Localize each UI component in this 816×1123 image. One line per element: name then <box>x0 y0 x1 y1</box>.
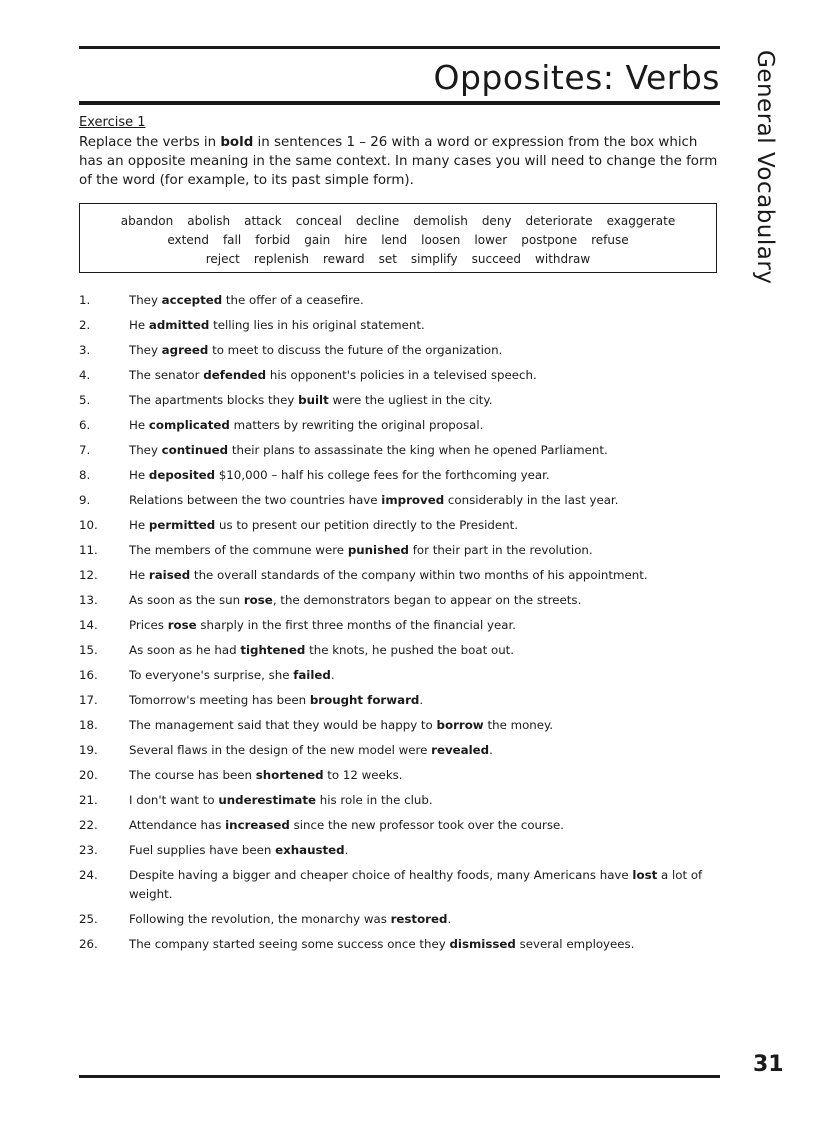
word-box-word: simplify <box>410 252 458 266</box>
sentence-item <box>79 666 719 685</box>
page-title: Opposites: Verbs <box>433 58 720 97</box>
word-box-line <box>80 212 716 231</box>
sentence-bold-verb: permitted <box>148 518 216 532</box>
sentence-text <box>129 691 719 710</box>
word-box-word: gain <box>304 233 331 247</box>
sentence-number: 5. <box>79 393 91 407</box>
sentence-text <box>129 816 719 835</box>
sentence-text <box>129 516 719 535</box>
sentence-text <box>129 291 719 310</box>
sentence-number: 1. <box>79 293 91 307</box>
sentence-item <box>79 341 719 360</box>
sentence-number: 3. <box>79 343 91 357</box>
sentence-bold-verb: agreed <box>161 343 209 357</box>
sentence-text-after: us to present our petition directly to the President. <box>215 518 519 532</box>
word-box-word: demolish <box>413 214 468 228</box>
word-box-word: succeed <box>471 252 522 266</box>
sentence-text-before: Following the revolution, the monarchy was <box>129 912 391 926</box>
exercise-instructions <box>79 133 719 190</box>
sentence-item <box>79 416 719 435</box>
sentence-number: 7. <box>79 443 91 457</box>
sentence-text-after: a lot of weight. <box>129 868 703 901</box>
sentence-text-before: The course has been <box>129 768 256 782</box>
sentence-item <box>79 641 719 660</box>
sentence-text-after: the overall standards of the company within two months of his appointment. <box>190 568 648 582</box>
sentence-number: 2. <box>79 318 91 332</box>
sentence-text <box>129 391 719 410</box>
sentence-number: 15. <box>79 643 98 657</box>
sentence-text <box>129 866 719 904</box>
sentence-item <box>79 391 719 410</box>
sentence-item <box>79 291 719 310</box>
sentence-number: 21. <box>79 793 98 807</box>
word-box-word: conceal <box>295 214 342 228</box>
sentence-bold-verb: tightened <box>240 643 306 657</box>
sentence-item <box>79 766 719 785</box>
word-box-word: postpone <box>521 233 578 247</box>
sentence-text-before: Attendance has <box>129 818 226 832</box>
sentence-text-before: Relations between the two countries have <box>129 493 382 507</box>
sentence-item <box>79 741 719 760</box>
sentence-text-after: the knots, he pushed the boat out. <box>305 643 515 657</box>
sentence-text <box>129 666 719 685</box>
sentence-item <box>79 716 719 735</box>
word-box-word: exaggerate <box>606 214 676 228</box>
sentence-text-after: , the demonstrators began to appear on the streets. <box>272 593 582 607</box>
sentence-bold-verb: increased <box>225 818 290 832</box>
sentence-text <box>129 741 719 760</box>
word-box-word: deteriorate <box>525 214 593 228</box>
instructions-text-after: in sentences 1 – 26 with a word or expression from the box which has an opposite meaning in the same context. In many cases you will need to change the form of the word (for example, to its past simple form). <box>79 135 718 188</box>
sentence-text <box>129 791 719 810</box>
sentence-text-after: to 12 weeks. <box>323 768 403 782</box>
word-box <box>79 203 717 273</box>
sentence-bold-verb: exhausted <box>275 843 345 857</box>
sentence-text <box>129 766 719 785</box>
sentence-text-before: The members of the commune were <box>129 543 348 557</box>
sentence-text-after: for their part in the revolution. <box>408 543 593 557</box>
word-box-word: forbid <box>255 233 291 247</box>
sentence-text-before: He <box>129 418 149 432</box>
sentence-bold-verb: improved <box>381 493 445 507</box>
sentence-text <box>129 641 719 660</box>
sentence-number: 14. <box>79 618 98 632</box>
sentence-text-after: the money. <box>483 718 554 732</box>
sentence-bold-verb: rose <box>243 593 273 607</box>
sentence-text-before: The company started seeing some success once they <box>129 937 450 951</box>
sentence-bold-verb: accepted <box>161 293 223 307</box>
word-box-word: extend <box>167 233 209 247</box>
word-box-word: abandon <box>120 214 174 228</box>
sentence-bold-verb: shortened <box>255 768 324 782</box>
word-box-word: lower <box>474 233 508 247</box>
word-box-word: reward <box>323 252 365 266</box>
sentence-item <box>79 866 719 904</box>
exercise-label: Exercise 1 <box>79 115 146 130</box>
sentence-list <box>79 291 719 960</box>
sentence-item <box>79 841 719 860</box>
sentence-item <box>79 591 719 610</box>
sentence-item <box>79 466 719 485</box>
sentence-text-after: to meet to discuss the future of the organization. <box>208 343 503 357</box>
sentence-number: 19. <box>79 743 98 757</box>
page-number: 31 <box>753 1052 784 1077</box>
sentence-item <box>79 616 719 635</box>
sentence-bold-verb: punished <box>347 543 409 557</box>
word-box-word: attack <box>244 214 282 228</box>
sentence-text-before: The management said that they would be happy to <box>129 718 437 732</box>
word-box-word: fall <box>222 233 242 247</box>
sentence-bold-verb: raised <box>148 568 191 582</box>
sentence-number: 25. <box>79 912 98 926</box>
sentence-text-after: . <box>419 693 424 707</box>
sentence-bold-verb: defended <box>203 368 267 382</box>
sentence-bold-verb: underestimate <box>218 793 317 807</box>
sentence-text-before: He <box>129 518 149 532</box>
sentence-text <box>129 566 719 585</box>
sentence-text <box>129 591 719 610</box>
sentence-number: 4. <box>79 368 91 382</box>
sentence-text-after: his role in the club. <box>316 793 433 807</box>
sentence-text-before: The apartments blocks they <box>129 393 299 407</box>
sentence-item <box>79 491 719 510</box>
sentence-number: 22. <box>79 818 98 832</box>
sentence-bold-verb: admitted <box>148 318 210 332</box>
sentence-text-before: Several flaws in the design of the new model were <box>129 743 432 757</box>
sentence-bold-verb: complicated <box>148 418 230 432</box>
sentence-text-before: Prices <box>129 618 168 632</box>
sentence-text <box>129 716 719 735</box>
word-box-word: lend <box>381 233 408 247</box>
word-box-word: set <box>378 252 397 266</box>
sentence-number: 16. <box>79 668 98 682</box>
sentence-item <box>79 316 719 335</box>
sentence-bold-verb: revealed <box>431 743 490 757</box>
sentence-text-before: Despite having a bigger and cheaper choice of healthy foods, many Americans have <box>129 868 633 882</box>
sentence-bold-verb: restored <box>390 912 448 926</box>
bottom-rule <box>79 1075 720 1078</box>
sentence-item <box>79 910 719 929</box>
sentence-bold-verb: rose <box>167 618 197 632</box>
sentence-item <box>79 366 719 385</box>
word-box-word: reject <box>205 252 240 266</box>
instructions-text-before: Replace the verbs in <box>79 135 221 150</box>
sentence-text-before: He <box>129 468 149 482</box>
sentence-item <box>79 691 719 710</box>
sentence-item <box>79 791 719 810</box>
title-underline-rule <box>79 101 720 105</box>
sentence-number: 6. <box>79 418 91 432</box>
word-box-word: deny <box>481 214 512 228</box>
sentence-text <box>129 541 719 560</box>
sentence-text-after: his opponent's policies in a televised speech. <box>266 368 537 382</box>
sentence-text-after: . <box>447 912 452 926</box>
sentence-text-after: several employees. <box>515 937 635 951</box>
sentence-text <box>129 616 719 635</box>
word-box-word: hire <box>344 233 368 247</box>
sentence-text-after: were the ugliest in the city. <box>328 393 493 407</box>
word-box-word: abolish <box>187 214 231 228</box>
sentence-number: 8. <box>79 468 91 482</box>
sentence-bold-verb: deposited <box>148 468 216 482</box>
sentence-text-after: telling lies in his original statement. <box>209 318 425 332</box>
sentence-bold-verb: continued <box>161 443 229 457</box>
word-box-line <box>80 231 716 250</box>
sentence-number: 20. <box>79 768 98 782</box>
sentence-item <box>79 566 719 585</box>
sentence-number: 10. <box>79 518 98 532</box>
sentence-text-before: They <box>129 443 162 457</box>
sentence-text-before: Tomorrow's meeting has been <box>129 693 310 707</box>
sentence-text-after: $10,000 – half his college fees for the forthcoming year. <box>215 468 550 482</box>
sentence-bold-verb: brought forward <box>309 693 420 707</box>
word-box-word: decline <box>355 214 400 228</box>
sentence-text-after: considerably in the last year. <box>444 493 619 507</box>
section-side-label: General Vocabulary <box>752 50 778 285</box>
sentence-text <box>129 441 719 460</box>
word-box-word: refuse <box>591 233 629 247</box>
sentence-text-before: They <box>129 293 162 307</box>
word-box-word: withdraw <box>535 252 591 266</box>
sentence-number: 18. <box>79 718 98 732</box>
sentence-text <box>129 491 719 510</box>
sentence-text <box>129 910 719 929</box>
sentence-text-after: matters by rewriting the original proposal. <box>229 418 484 432</box>
sentence-text <box>129 316 719 335</box>
sentence-item <box>79 541 719 560</box>
sentence-text-after: their plans to assassinate the king when he opened Parliament. <box>228 443 608 457</box>
sentence-bold-verb: built <box>298 393 329 407</box>
sentence-number: 12. <box>79 568 98 582</box>
sentence-text-before: Fuel supplies have been <box>129 843 276 857</box>
sentence-text-before: As soon as he had <box>129 643 241 657</box>
sentence-bold-verb: dismissed <box>449 937 516 951</box>
sentence-number: 13. <box>79 593 98 607</box>
sentence-text <box>129 416 719 435</box>
sentence-number: 26. <box>79 937 98 951</box>
sentence-item <box>79 935 719 954</box>
sentence-text-before: He <box>129 318 149 332</box>
sentence-text-after: since the new professor took over the course. <box>289 818 565 832</box>
word-box-line <box>80 250 716 269</box>
sentence-number: 23. <box>79 843 98 857</box>
sentence-bold-verb: borrow <box>436 718 484 732</box>
sentence-number: 24. <box>79 868 98 882</box>
sentence-text <box>129 366 719 385</box>
instructions-bold-word: bold <box>220 135 254 150</box>
sentence-text-before: To everyone's surprise, she <box>129 668 294 682</box>
word-box-word: loosen <box>421 233 461 247</box>
sentence-bold-verb: lost <box>632 868 658 882</box>
sentence-text-before: They <box>129 343 162 357</box>
sentence-text-after: . <box>489 743 493 757</box>
sentence-number: 9. <box>79 493 91 507</box>
sentence-text-after: . <box>330 668 335 682</box>
top-rule <box>79 46 720 49</box>
sentence-text-before: The senator <box>129 368 204 382</box>
word-box-word: replenish <box>253 252 310 266</box>
sentence-text <box>129 841 719 860</box>
sentence-text-after: the offer of a ceasefire. <box>222 293 364 307</box>
sentence-bold-verb: failed <box>293 668 331 682</box>
sentence-item <box>79 816 719 835</box>
sentence-text <box>129 341 719 360</box>
sentence-text-before: He <box>129 568 149 582</box>
sentence-text <box>129 935 719 954</box>
sentence-text-after: . <box>344 843 349 857</box>
sentence-text <box>129 466 719 485</box>
sentence-item <box>79 516 719 535</box>
sentence-item <box>79 441 719 460</box>
sentence-number: 17. <box>79 693 98 707</box>
sentence-text-after: sharply in the first three months of the financial year. <box>196 618 516 632</box>
sentence-text-before: I don't want to <box>129 793 219 807</box>
sentence-text-before: As soon as the sun <box>129 593 244 607</box>
sentence-number: 11. <box>79 543 98 557</box>
